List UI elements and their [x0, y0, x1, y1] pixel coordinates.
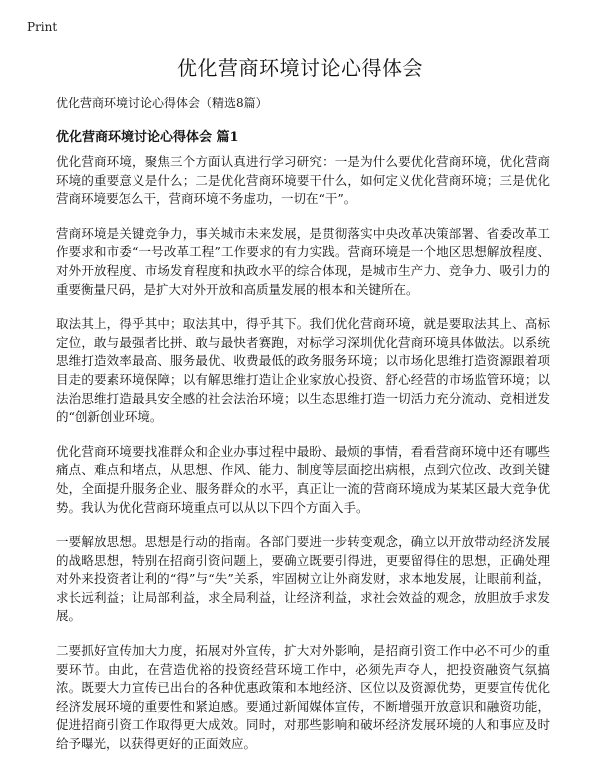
document-subtitle: 优化营商环境讨论心得体会（精选8篇）: [56, 96, 268, 110]
body-paragraph: 优化营商环境要找准群众和企业办事过程中最盼、最烦的事情，看看营商环境中还有哪些痛点、难点和堵点，从思想、作风、能力、制度等层面挖出病根，点到穴位改、改到关键处，全面提升服务企业、服务群众的水平，真正让一流的营商环境成为某某区最大竞争优势。我认为优化营商环境重点可以从以下四个方面入手。: [56, 443, 550, 515]
print-link[interactable]: Print: [27, 20, 58, 34]
body-paragraph: 营商环境是关键竞争力，事关城市未来发展，是贯彻落实中央改革决策部署、省委改革工作要求和市委“一号改革工程”工作要求的有力实践。营商环境是一个地区思想解放程度、对外开放程度、市场发育程度和执政水平的综合体现，是城市生产力、竞争力、吸引力的重要衡量尺码，是扩大对外开放和高质量发展的根本和关键所在。: [56, 225, 550, 297]
body-paragraph: 取法其上，得乎其中；取法其中，得乎其下。我们优化营商环境，就是要取法其上、高标定位，敢与最强者比拼、敢与最快者赛跑，对标学习深圳优化营商环境具体做法。以系统思维打造效率最高、服务最优、收费最低的政务服务环境；以市场化思维打造资源跟着项目走的要素环境保障；以有解思维打造让企业家放心投资、舒心经营的市场监管环境；以法治思维打造最具安全感的社会法治环境；以生态思维打造一切活力充分流动、竞相迸发的“创新创业环境。: [56, 316, 550, 425]
body-paragraph: 优化营商环境，聚焦三个方面认真进行学习研究：一是为什么要优化营商环境，优化营商环境的重要意义是什么；二是优化营商环境要干什么，如何定义优化营商环境；三是优化营商环境要怎么干，营商环境不务虚功，一切在“干”。: [56, 154, 550, 207]
body-paragraph: 二要抓好宣传加大力度，拓展对外宣传，扩大对外影响，是招商引资工作中必不可少的重要环节。由此，在营造优裕的投资经营环境工作中，必须先声夺人，把投资融资气氛搞浓。既要大力宣传已出台的各种优惠政策和本地经济、区位以及资源优势，更要宣传优化经济发展环境的重要性和紧迫感。要通过新闻媒体宣传，不断增强开放意识和融资功能，促进招商引资工作取得更大成效。同时，对那些影响和破坏经济发展环境的人和事应及时给予曝光，以获得更好的正面效应。: [56, 643, 550, 752]
body-paragraph: 一要解放思想。思想是行动的指南。各部门要进一步转变观念，确立以开放带动经济发展的战略思想，特别在招商引资问题上，要确立既要引得进，更要留得住的思想，正确处理对外来投资者让利的“得”与“失”关系，牢固树立让外商发财，求本地发展，让眼前利益，求长远利益；让局部利益，求全局利益，让经济利益，求社会效益的观念，放胆放手求发展。: [56, 534, 550, 624]
section-heading: 优化营商环境讨论心得体会 篇1: [56, 130, 239, 145]
document-title: 优化营商环境讨论心得体会: [177, 56, 423, 80]
document-body: [56, 153, 550, 770]
